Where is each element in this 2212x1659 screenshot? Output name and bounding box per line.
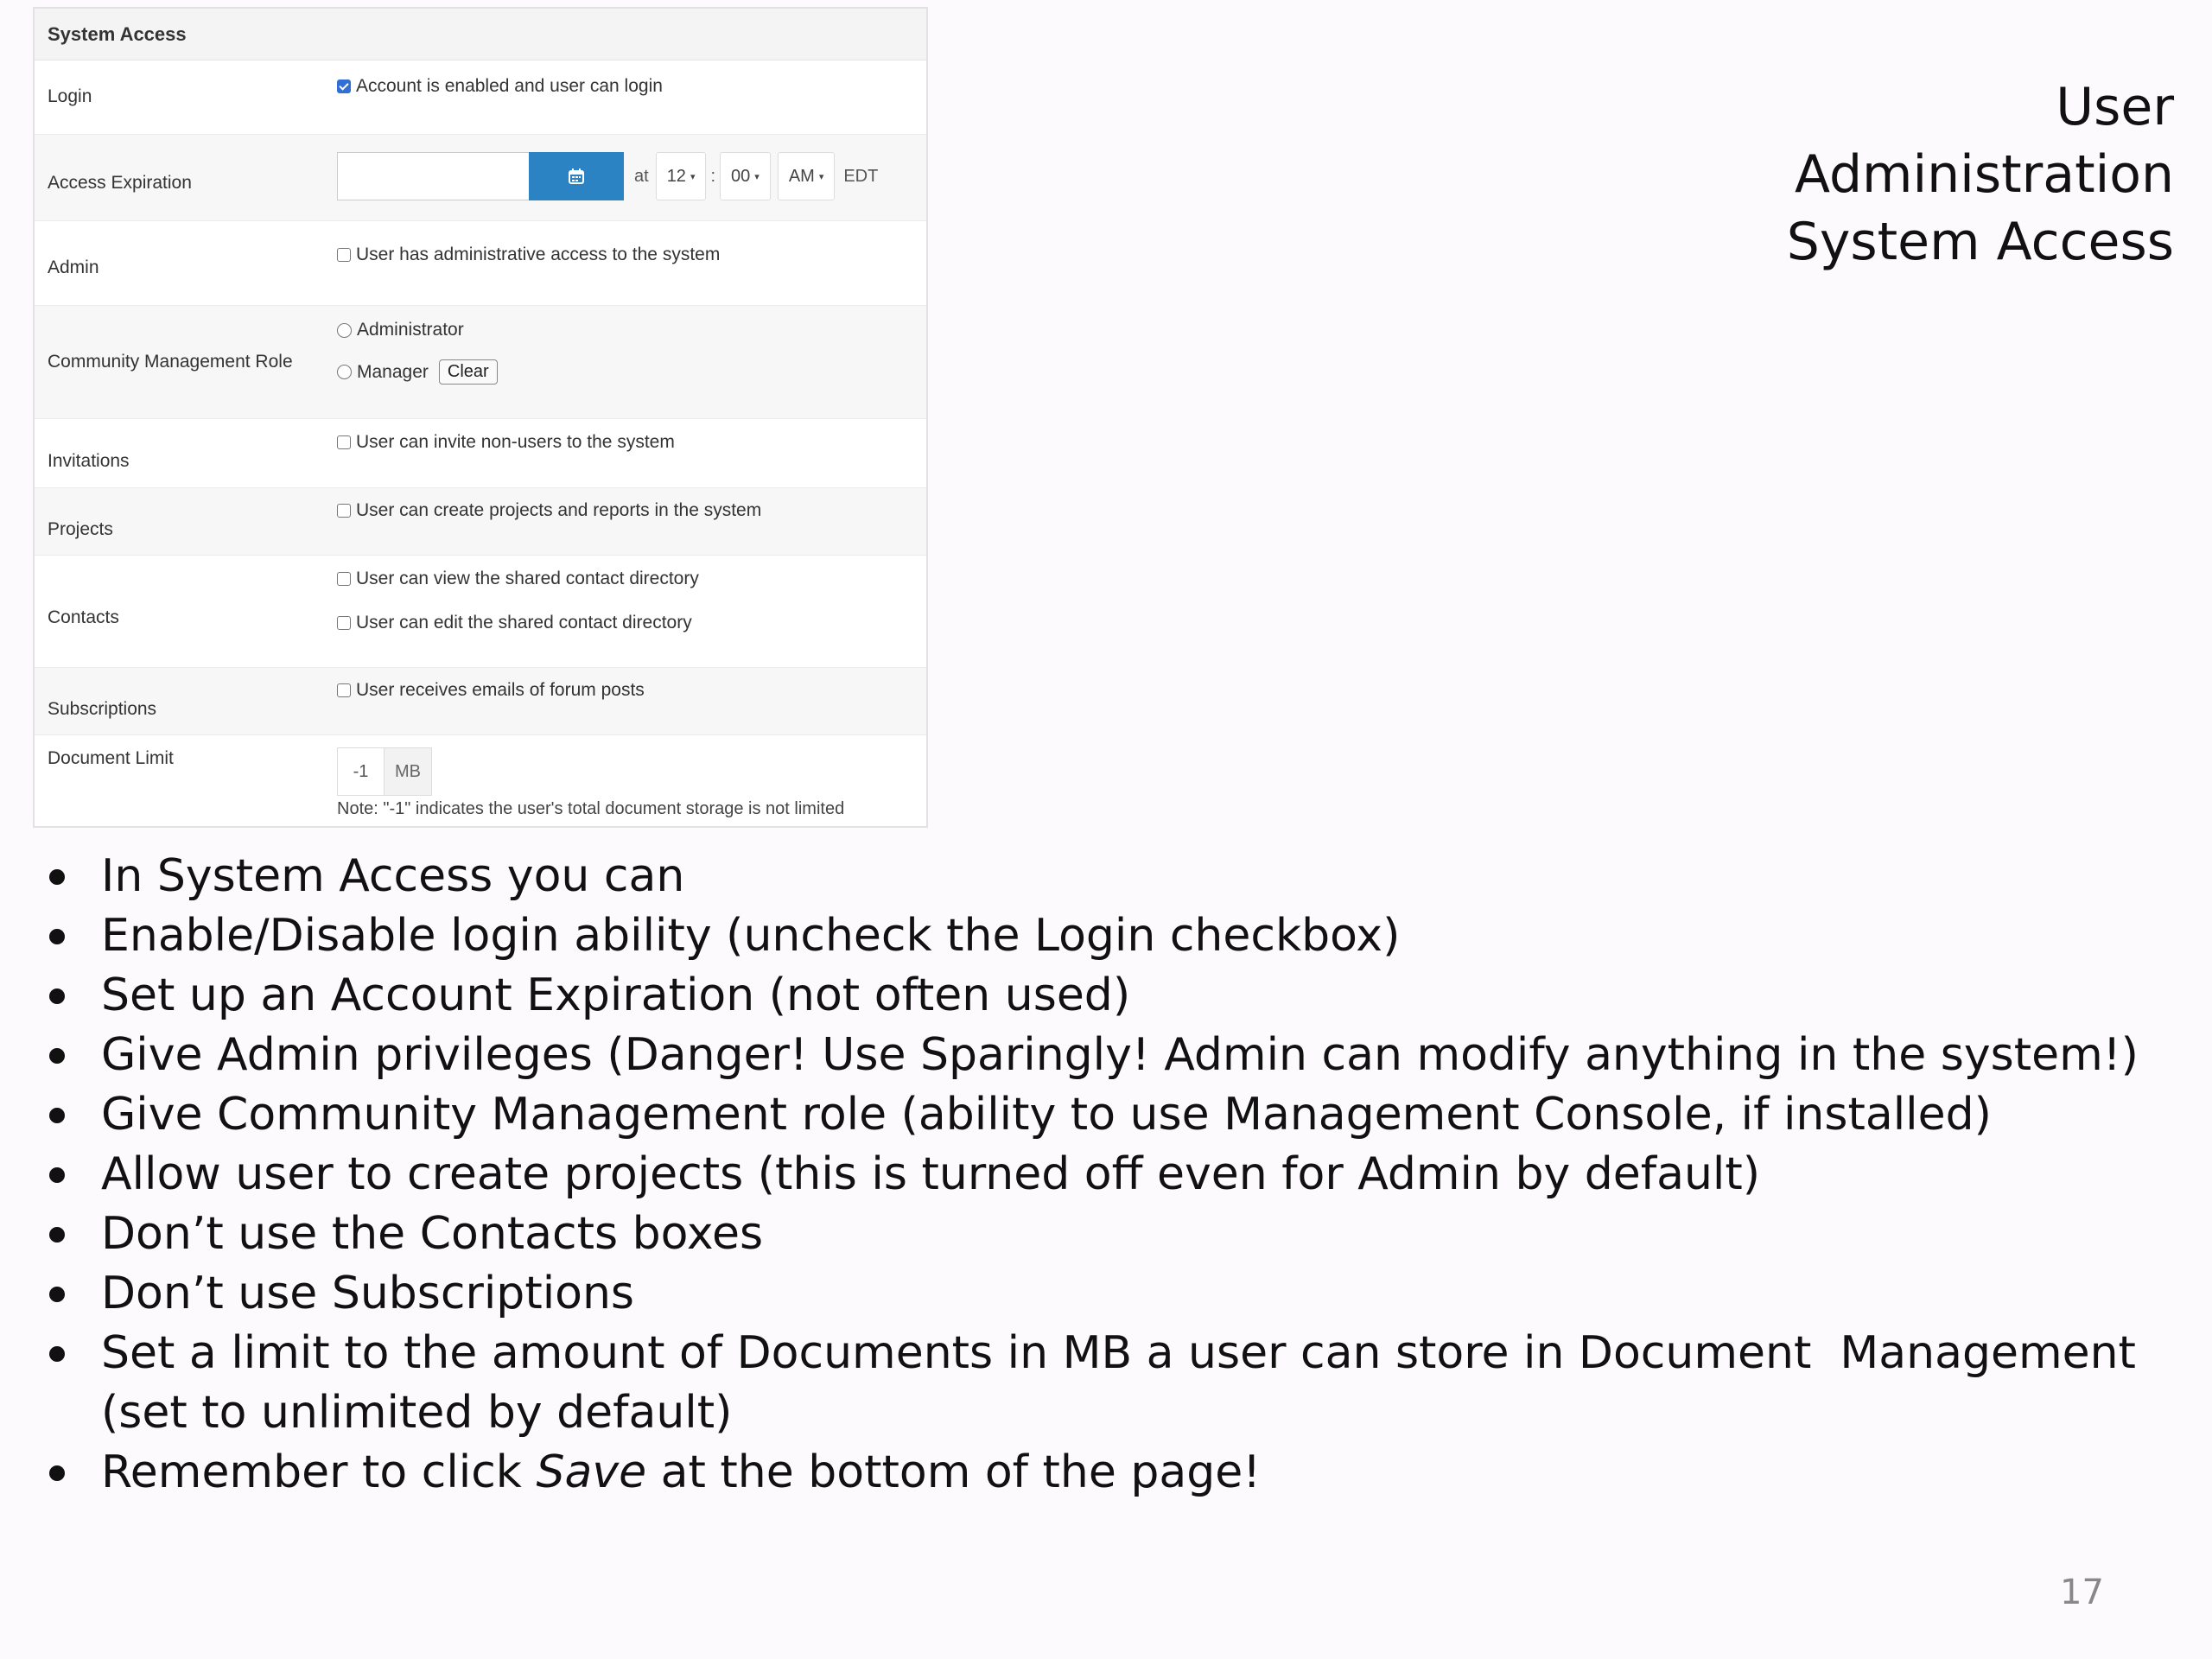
login-checkbox[interactable] <box>337 79 351 93</box>
bullet-item: Don’t use Subscriptions <box>48 1264 2158 1324</box>
manager-radio-label: Manager <box>357 361 429 382</box>
title-line-2: Administration <box>1794 144 2174 205</box>
access-expiration-label: Access Expiration <box>48 173 192 193</box>
contacts-view-field[interactable] <box>337 569 699 589</box>
login-checkbox-label: Account is enabled and user can login <box>356 76 663 96</box>
projects-checkbox-field[interactable] <box>337 500 761 521</box>
document-limit-label: Document Limit <box>48 748 174 768</box>
expiration-date-input[interactable] <box>337 152 529 200</box>
ampm-value: AM <box>788 166 815 186</box>
timezone-label: EDT <box>843 166 879 186</box>
contacts-view-checkbox[interactable] <box>337 572 351 586</box>
row-access-expiration <box>35 135 926 221</box>
at-label: at <box>634 166 649 186</box>
bullet-item: Don’t use the Contacts boxes <box>48 1205 2158 1264</box>
subscriptions-checkbox[interactable] <box>337 683 351 697</box>
role-option-administrator[interactable] <box>337 320 464 340</box>
admin-checkbox-label: User has administrative access to the system <box>356 245 721 264</box>
bullet-text-pre: Remember to click <box>101 1446 537 1498</box>
hour-select[interactable] <box>656 152 707 200</box>
administrator-radio[interactable] <box>337 323 352 338</box>
hour-value: 12 <box>666 166 686 186</box>
date-picker-button[interactable] <box>529 152 624 200</box>
bullet-item: Set up an Account Expiration (not often used) <box>48 966 2158 1026</box>
row-community-role <box>35 306 926 419</box>
bullet-text-emphasis: Save <box>536 1446 647 1498</box>
bullet-item <box>48 1443 2158 1503</box>
projects-checkbox-label: User can create projects and reports in the system <box>356 500 762 520</box>
contacts-label: Contacts <box>48 607 119 627</box>
bullet-item: Enable/Disable login ability (uncheck the Login checkbox) <box>48 906 2158 966</box>
invitations-label: Invitations <box>48 451 130 471</box>
row-projects <box>35 488 926 556</box>
bullet-item: Allow user to create projects (this is turned off even for Admin by default) <box>48 1145 2158 1205</box>
bullet-item: Give Community Management role (ability to use Management Console, if installed) <box>48 1085 2158 1145</box>
contacts-view-label: User can view the shared contact directory <box>356 569 699 588</box>
subscriptions-label: Subscriptions <box>48 699 157 719</box>
bullet-item: In System Access you can <box>48 847 2158 906</box>
page-number: 17 <box>2060 1573 2104 1612</box>
row-contacts <box>35 556 926 668</box>
projects-checkbox[interactable] <box>337 504 351 518</box>
subscriptions-checkbox-field[interactable] <box>337 680 645 701</box>
time-colon: : <box>710 166 716 186</box>
caret-down-icon: ▾ <box>690 171 696 182</box>
bullet-item: Give Admin privileges (Danger! Use Sparingly! Admin can modify anything in the system!) <box>48 1026 2158 1085</box>
document-limit-input[interactable]: -1 <box>337 747 384 796</box>
panel-header: System Access <box>35 9 926 60</box>
admin-label: Admin <box>48 257 99 277</box>
caret-down-icon: ▾ <box>818 171 824 182</box>
contacts-edit-checkbox[interactable] <box>337 616 351 630</box>
clear-role-button[interactable]: Clear <box>439 359 498 385</box>
row-invitations <box>35 419 926 488</box>
manager-radio[interactable] <box>337 365 352 379</box>
bullet-text-post: at the bottom of the page! <box>646 1446 1262 1498</box>
row-login <box>35 60 926 135</box>
title-line-3: System Access <box>1786 212 2174 272</box>
invitations-checkbox-label: User can invite non-users to the system <box>356 432 675 452</box>
expiration-controls <box>337 152 878 200</box>
document-limit-note: Note: "-1" indicates the user's total document storage is not limited <box>337 799 845 818</box>
mb-unit-label: MB <box>384 747 432 796</box>
minute-value: 00 <box>731 166 751 186</box>
subscriptions-checkbox-label: User receives emails of forum posts <box>356 680 645 700</box>
login-checkbox-field[interactable] <box>337 76 663 97</box>
bullet-item: Set a limit to the amount of Documents in MB a user can store in Document Management (set to unlimited by default) <box>48 1324 2158 1443</box>
slide-title <box>1787 73 2174 276</box>
bullet-list <box>48 847 2158 1503</box>
contacts-edit-label: User can edit the shared contact directory <box>356 613 692 632</box>
caret-down-icon: ▾ <box>754 171 760 182</box>
community-role-label: Community Management Role <box>48 352 293 372</box>
invitations-checkbox[interactable] <box>337 435 351 449</box>
admin-checkbox-field[interactable] <box>337 245 720 265</box>
row-admin <box>35 221 926 306</box>
ampm-select[interactable] <box>778 152 836 200</box>
role-option-manager-row <box>337 359 498 385</box>
system-access-panel <box>33 7 928 828</box>
minute-select[interactable] <box>720 152 771 200</box>
invitations-checkbox-field[interactable] <box>337 432 675 453</box>
row-document-limit <box>35 735 926 826</box>
contacts-edit-field[interactable] <box>337 613 692 633</box>
admin-checkbox[interactable] <box>337 248 351 262</box>
calendar-icon <box>568 168 585 185</box>
login-label: Login <box>48 86 92 106</box>
role-option-manager[interactable] <box>337 362 429 383</box>
projects-label: Projects <box>48 519 113 539</box>
title-line-1: User <box>2056 77 2174 137</box>
row-subscriptions <box>35 668 926 735</box>
document-limit-input-group <box>337 747 432 796</box>
administrator-radio-label: Administrator <box>357 320 464 340</box>
